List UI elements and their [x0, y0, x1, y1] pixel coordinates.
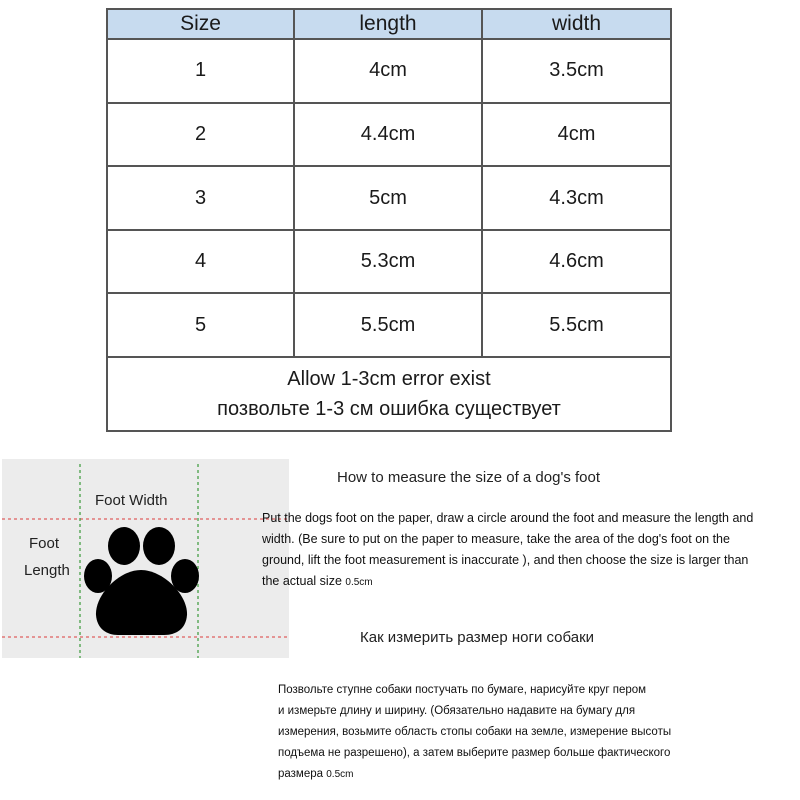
table-header-row [107, 9, 671, 39]
error-note-cell [107, 357, 671, 431]
foot-length-label-line2: Length [24, 562, 70, 579]
cell-size: 4 [107, 230, 294, 294]
russian-line: Позвольте ступне собаки постучать по бумаге, нарисуйте круг пером [278, 684, 647, 696]
russian-line: и измерьте длину и ширину. (Обязательно надавите на бумагу для [278, 705, 636, 717]
cell-length: 4.4cm [294, 103, 482, 167]
russian-line: измерения, возьмите область стопы собаки на земле, измерение высоты [278, 726, 672, 738]
russian-line-last [278, 764, 748, 785]
table-row [107, 230, 671, 294]
size-chart-table [106, 8, 672, 432]
cell-length: 5cm [294, 166, 482, 230]
error-note-en: Allow 1-3cm error exist [287, 368, 491, 391]
cell-width: 4cm [482, 103, 671, 167]
english-size-margin: 0.5cm [345, 577, 373, 588]
measure-guides [2, 459, 289, 658]
cell-size: 2 [107, 103, 294, 167]
cell-length: 5.5cm [294, 293, 482, 357]
table-row [107, 103, 671, 167]
header-size: Size [107, 9, 294, 39]
russian-line: подъема не разрешено), а затем выберите размер больше фактического [278, 747, 671, 759]
cell-width: 4.3cm [482, 166, 671, 230]
cell-size: 1 [107, 39, 294, 103]
russian-instructions-title: Как измерить размер ноги собаки [360, 629, 595, 646]
paw-print-icon [84, 527, 199, 635]
cell-size: 3 [107, 166, 294, 230]
table-note-row [107, 357, 671, 431]
cell-length: 5.3cm [294, 230, 482, 294]
russian-line-text: размера [278, 768, 327, 780]
russian-instructions-body [278, 680, 748, 785]
english-instructions-body [262, 508, 762, 593]
table-row [107, 293, 671, 357]
cell-width: 5.5cm [482, 293, 671, 357]
header-width: width [482, 9, 671, 39]
cell-size: 5 [107, 293, 294, 357]
table-row [107, 39, 671, 103]
table-row [107, 166, 671, 230]
english-instructions-title: How to measure the size of a dog's foot [337, 469, 601, 486]
cell-width: 4.6cm [482, 230, 671, 294]
cell-width: 3.5cm [482, 39, 671, 103]
cell-length: 4cm [294, 39, 482, 103]
foot-width-label: Foot Width [95, 492, 168, 509]
foot-length-label-line1: Foot [29, 535, 60, 552]
error-note-ru: позвольте 1-3 см ошибка существует [217, 398, 561, 421]
russian-size-margin: 0.5cm [326, 769, 354, 780]
header-length: length [294, 9, 482, 39]
english-instructions-text: Put the dogs foot on the paper, draw a circle around the foot and measure the length and width. (Be sure to put on the paper to measure, take the area of the dog's foot on the ground, lift the foot measurement is inaccurate ), and then choose the size is larger than the actual size [262, 511, 754, 588]
paw-measure-diagram [2, 459, 289, 658]
